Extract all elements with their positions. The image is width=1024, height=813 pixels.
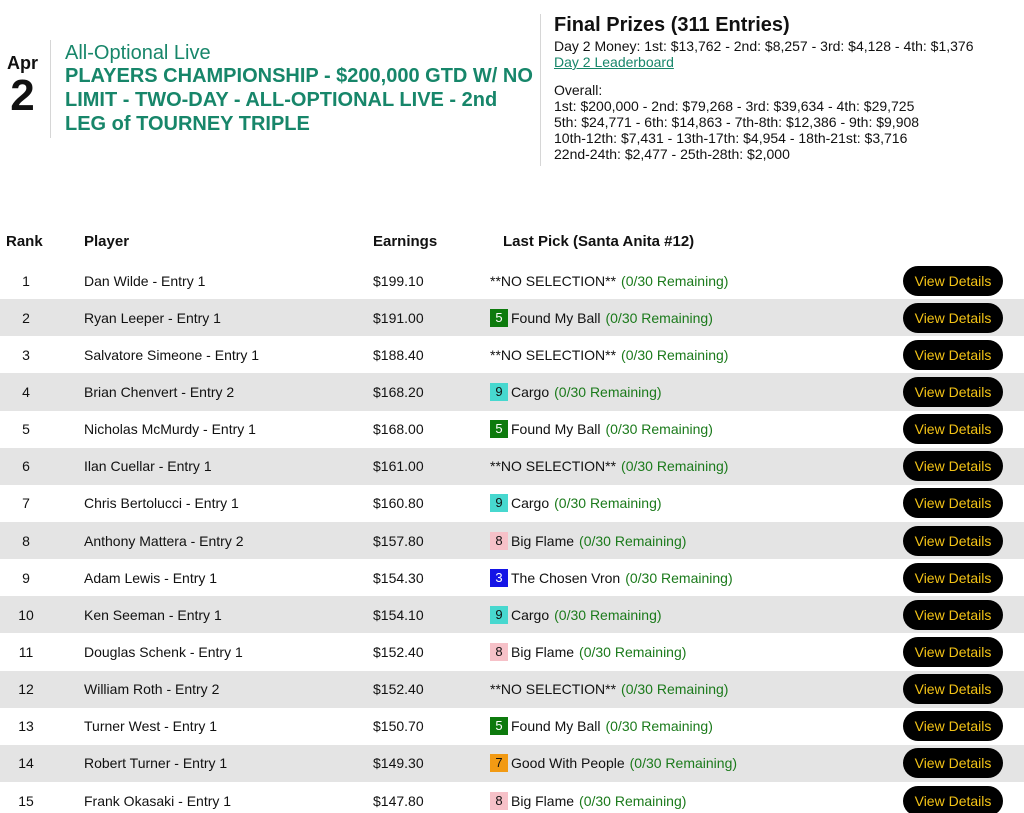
day2-leaderboard-link[interactable]: Day 2 Leaderboard <box>554 54 674 70</box>
last-pick-cell <box>490 717 713 735</box>
player-name: Ryan Leeper - Entry 1 <box>84 309 221 326</box>
remaining-count: (0/30 Remaining) <box>625 569 733 586</box>
program-number-badge: 8 <box>490 532 508 550</box>
rank-cell: 15 <box>18 792 34 809</box>
prizes-panel <box>554 14 1024 162</box>
remaining-count: (0/30 Remaining) <box>579 792 687 809</box>
player-name: Salvatore Simeone - Entry 1 <box>84 346 260 363</box>
player-name: Anthony Mattera - Entry 2 <box>84 532 244 549</box>
table-row <box>0 745 1024 782</box>
table-row <box>0 708 1024 745</box>
rank-cell: 7 <box>22 495 30 512</box>
table-row <box>0 485 1024 522</box>
pick-name: The Chosen Vron <box>511 569 621 586</box>
player-name: Dan Wilde - Entry 1 <box>84 272 206 289</box>
remaining-count: (0/30 Remaining) <box>621 681 729 698</box>
earnings-cell: $168.20 <box>373 383 424 400</box>
earnings-cell: $154.10 <box>373 606 424 623</box>
table-row <box>0 596 1024 633</box>
view-details-button[interactable]: View Details <box>903 451 1003 481</box>
table-row <box>0 559 1024 596</box>
view-details-button[interactable]: View Details <box>903 786 1003 813</box>
earnings-cell: $149.30 <box>373 755 424 772</box>
remaining-count: (0/30 Remaining) <box>554 495 662 512</box>
program-number-badge: 5 <box>490 309 508 327</box>
overall-line: 10th-12th: $7,431 - 13th-17th: $4,954 - 18th-21st: $3,716 <box>554 130 908 146</box>
program-number-badge: 5 <box>490 717 508 735</box>
rank-cell: 2 <box>22 309 30 326</box>
view-details-button[interactable]: View Details <box>903 674 1003 704</box>
header-player: Player <box>84 233 130 250</box>
divider <box>540 14 541 166</box>
last-pick-cell <box>490 792 686 810</box>
overall-line: 1st: $200,000 - 2nd: $79,268 - 3rd: $39,634 - 4th: $29,725 <box>554 98 915 114</box>
earnings-cell: $199.10 <box>373 272 424 289</box>
last-pick-cell <box>490 643 686 661</box>
remaining-count: (0/30 Remaining) <box>605 309 713 326</box>
table-row <box>0 299 1024 336</box>
event-info <box>65 42 535 136</box>
player-name: Douglas Schenk - Entry 1 <box>84 643 243 660</box>
rank-cell: 5 <box>22 421 30 438</box>
remaining-count: (0/30 Remaining) <box>629 755 738 772</box>
table-row <box>0 373 1024 410</box>
pick-name: **NO SELECTION** <box>490 346 617 363</box>
overall-line: 5th: $24,771 - 6th: $14,863 - 7th-8th: $12,386 - 9th: $9,908 <box>554 114 920 130</box>
player-name: William Roth - Entry 2 <box>84 681 220 698</box>
last-pick-cell <box>490 494 662 512</box>
table-header <box>0 228 1024 254</box>
pick-name: **NO SELECTION** <box>490 272 617 289</box>
view-details-button[interactable]: View Details <box>903 563 1003 593</box>
last-pick-cell <box>490 458 728 474</box>
program-number-badge: 7 <box>490 754 508 772</box>
last-pick-cell <box>490 532 686 550</box>
view-details-button[interactable]: View Details <box>903 266 1003 296</box>
last-pick-cell <box>490 569 733 587</box>
earnings-cell: $188.40 <box>373 346 424 363</box>
rank-cell: 1 <box>22 272 30 289</box>
rank-cell: 9 <box>22 569 30 586</box>
earnings-cell: $150.70 <box>373 718 424 735</box>
view-details-button[interactable]: View Details <box>903 711 1003 741</box>
earnings-cell: $152.40 <box>373 643 424 660</box>
pick-name: Found My Ball <box>511 421 601 438</box>
earnings-cell: $152.40 <box>373 681 424 698</box>
earnings-cell: $160.80 <box>373 495 424 512</box>
rank-cell: 10 <box>18 606 34 623</box>
pick-name: Big Flame <box>511 532 575 549</box>
overall-label: Overall: <box>554 82 603 98</box>
view-details-button[interactable]: View Details <box>903 414 1003 444</box>
event-date <box>0 52 45 118</box>
view-details-button[interactable]: View Details <box>903 748 1003 778</box>
event-day: 2 <box>10 71 35 120</box>
remaining-count: (0/30 Remaining) <box>605 718 713 735</box>
table-row <box>0 782 1024 813</box>
remaining-count: (0/30 Remaining) <box>579 643 687 660</box>
table-row <box>0 633 1024 670</box>
table-row <box>0 522 1024 559</box>
player-name: Turner West - Entry 1 <box>84 718 218 735</box>
table-row <box>0 448 1024 485</box>
earnings-cell: $147.80 <box>373 792 424 809</box>
view-details-button[interactable]: View Details <box>903 340 1003 370</box>
view-details-button[interactable]: View Details <box>903 526 1003 556</box>
pick-name: Cargo <box>511 495 550 512</box>
event-type: All-Optional Live <box>65 42 211 64</box>
view-details-button[interactable]: View Details <box>903 488 1003 518</box>
divider <box>50 40 51 138</box>
remaining-count: (0/30 Remaining) <box>621 346 729 363</box>
last-pick-cell <box>490 420 713 438</box>
last-pick-cell <box>490 754 737 772</box>
last-pick-cell <box>490 309 713 327</box>
pick-name: **NO SELECTION** <box>490 458 617 475</box>
player-name: Ilan Cuellar - Entry 1 <box>84 458 212 475</box>
header-rank: Rank <box>6 233 43 250</box>
last-pick-cell <box>490 681 728 697</box>
view-details-button[interactable]: View Details <box>903 303 1003 333</box>
prizes-title: Final Prizes (311 Entries) <box>554 14 790 36</box>
pick-name: Good With People <box>511 755 625 772</box>
pick-name: Cargo <box>511 606 550 623</box>
pick-name: **NO SELECTION** <box>490 681 617 698</box>
player-name: Robert Turner - Entry 1 <box>84 755 228 772</box>
last-pick-cell <box>490 273 728 289</box>
player-name: Adam Lewis - Entry 1 <box>84 569 218 586</box>
player-name: Brian Chenvert - Entry 2 <box>84 383 235 400</box>
pick-name: Cargo <box>511 383 550 400</box>
pick-name: Found My Ball <box>511 309 601 326</box>
table-row <box>0 671 1024 708</box>
header-last-pick: Last Pick (Santa Anita #12) <box>503 233 695 250</box>
remaining-count: (0/30 Remaining) <box>554 606 662 623</box>
player-name: Chris Bertolucci - Entry 1 <box>84 495 239 512</box>
remaining-count: (0/30 Remaining) <box>621 458 729 475</box>
last-pick-cell <box>490 383 662 401</box>
remaining-count: (0/30 Remaining) <box>605 421 713 438</box>
rank-cell: 11 <box>18 643 34 660</box>
table-row <box>0 411 1024 448</box>
leaderboard-table <box>0 262 1024 813</box>
rank-cell: 3 <box>22 346 30 363</box>
table-row <box>0 262 1024 299</box>
earnings-cell: $191.00 <box>373 309 424 326</box>
program-number-badge: 9 <box>490 606 508 624</box>
rank-cell: 13 <box>18 718 34 735</box>
pick-name: Found My Ball <box>511 718 601 735</box>
pick-name: Big Flame <box>511 792 575 809</box>
program-number-badge: 5 <box>490 420 508 438</box>
rank-cell: 8 <box>22 532 30 549</box>
view-details-button[interactable]: View Details <box>903 637 1003 667</box>
program-number-badge: 3 <box>490 569 508 587</box>
rank-cell: 4 <box>22 383 30 400</box>
player-name: Frank Okasaki - Entry 1 <box>84 792 232 809</box>
table-row <box>0 336 1024 373</box>
earnings-cell: $161.00 <box>373 458 424 475</box>
overall-line: 22nd-24th: $2,477 - 25th-28th: $2,000 <box>554 146 790 162</box>
program-number-badge: 8 <box>490 792 508 810</box>
view-details-button[interactable]: View Details <box>903 600 1003 630</box>
earnings-cell: $154.30 <box>373 569 424 586</box>
remaining-count: (0/30 Remaining) <box>554 383 662 400</box>
day2-money: Day 2 Money: 1st: $13,762 - 2nd: $8,257 - 3rd: $4,128 - 4th: $1,376 <box>554 38 974 54</box>
header-earnings: Earnings <box>373 233 438 250</box>
player-name: Nicholas McMurdy - Entry 1 <box>84 421 256 438</box>
pick-name: Big Flame <box>511 643 575 660</box>
rank-cell: 6 <box>22 458 30 475</box>
last-pick-cell <box>490 347 728 363</box>
event-title: PLAYERS CHAMPIONSHIP - $200,000 GTD W/ NO LIMIT - TWO-DAY - ALL-OPTIONAL LIVE - 2nd LEG of TOURNEY TRIPLE <box>65 65 533 135</box>
earnings-cell: $157.80 <box>373 532 424 549</box>
program-number-badge: 9 <box>490 383 508 401</box>
rank-cell: 12 <box>18 681 34 698</box>
remaining-count: (0/30 Remaining) <box>621 272 729 289</box>
view-details-button[interactable]: View Details <box>903 377 1003 407</box>
program-number-badge: 9 <box>490 494 508 512</box>
event-month: Apr <box>7 53 38 73</box>
program-number-badge: 8 <box>490 643 508 661</box>
earnings-cell: $168.00 <box>373 421 424 438</box>
last-pick-cell <box>490 606 662 624</box>
remaining-count: (0/30 Remaining) <box>579 532 687 549</box>
rank-cell: 14 <box>18 755 34 772</box>
player-name: Ken Seeman - Entry 1 <box>84 606 222 623</box>
